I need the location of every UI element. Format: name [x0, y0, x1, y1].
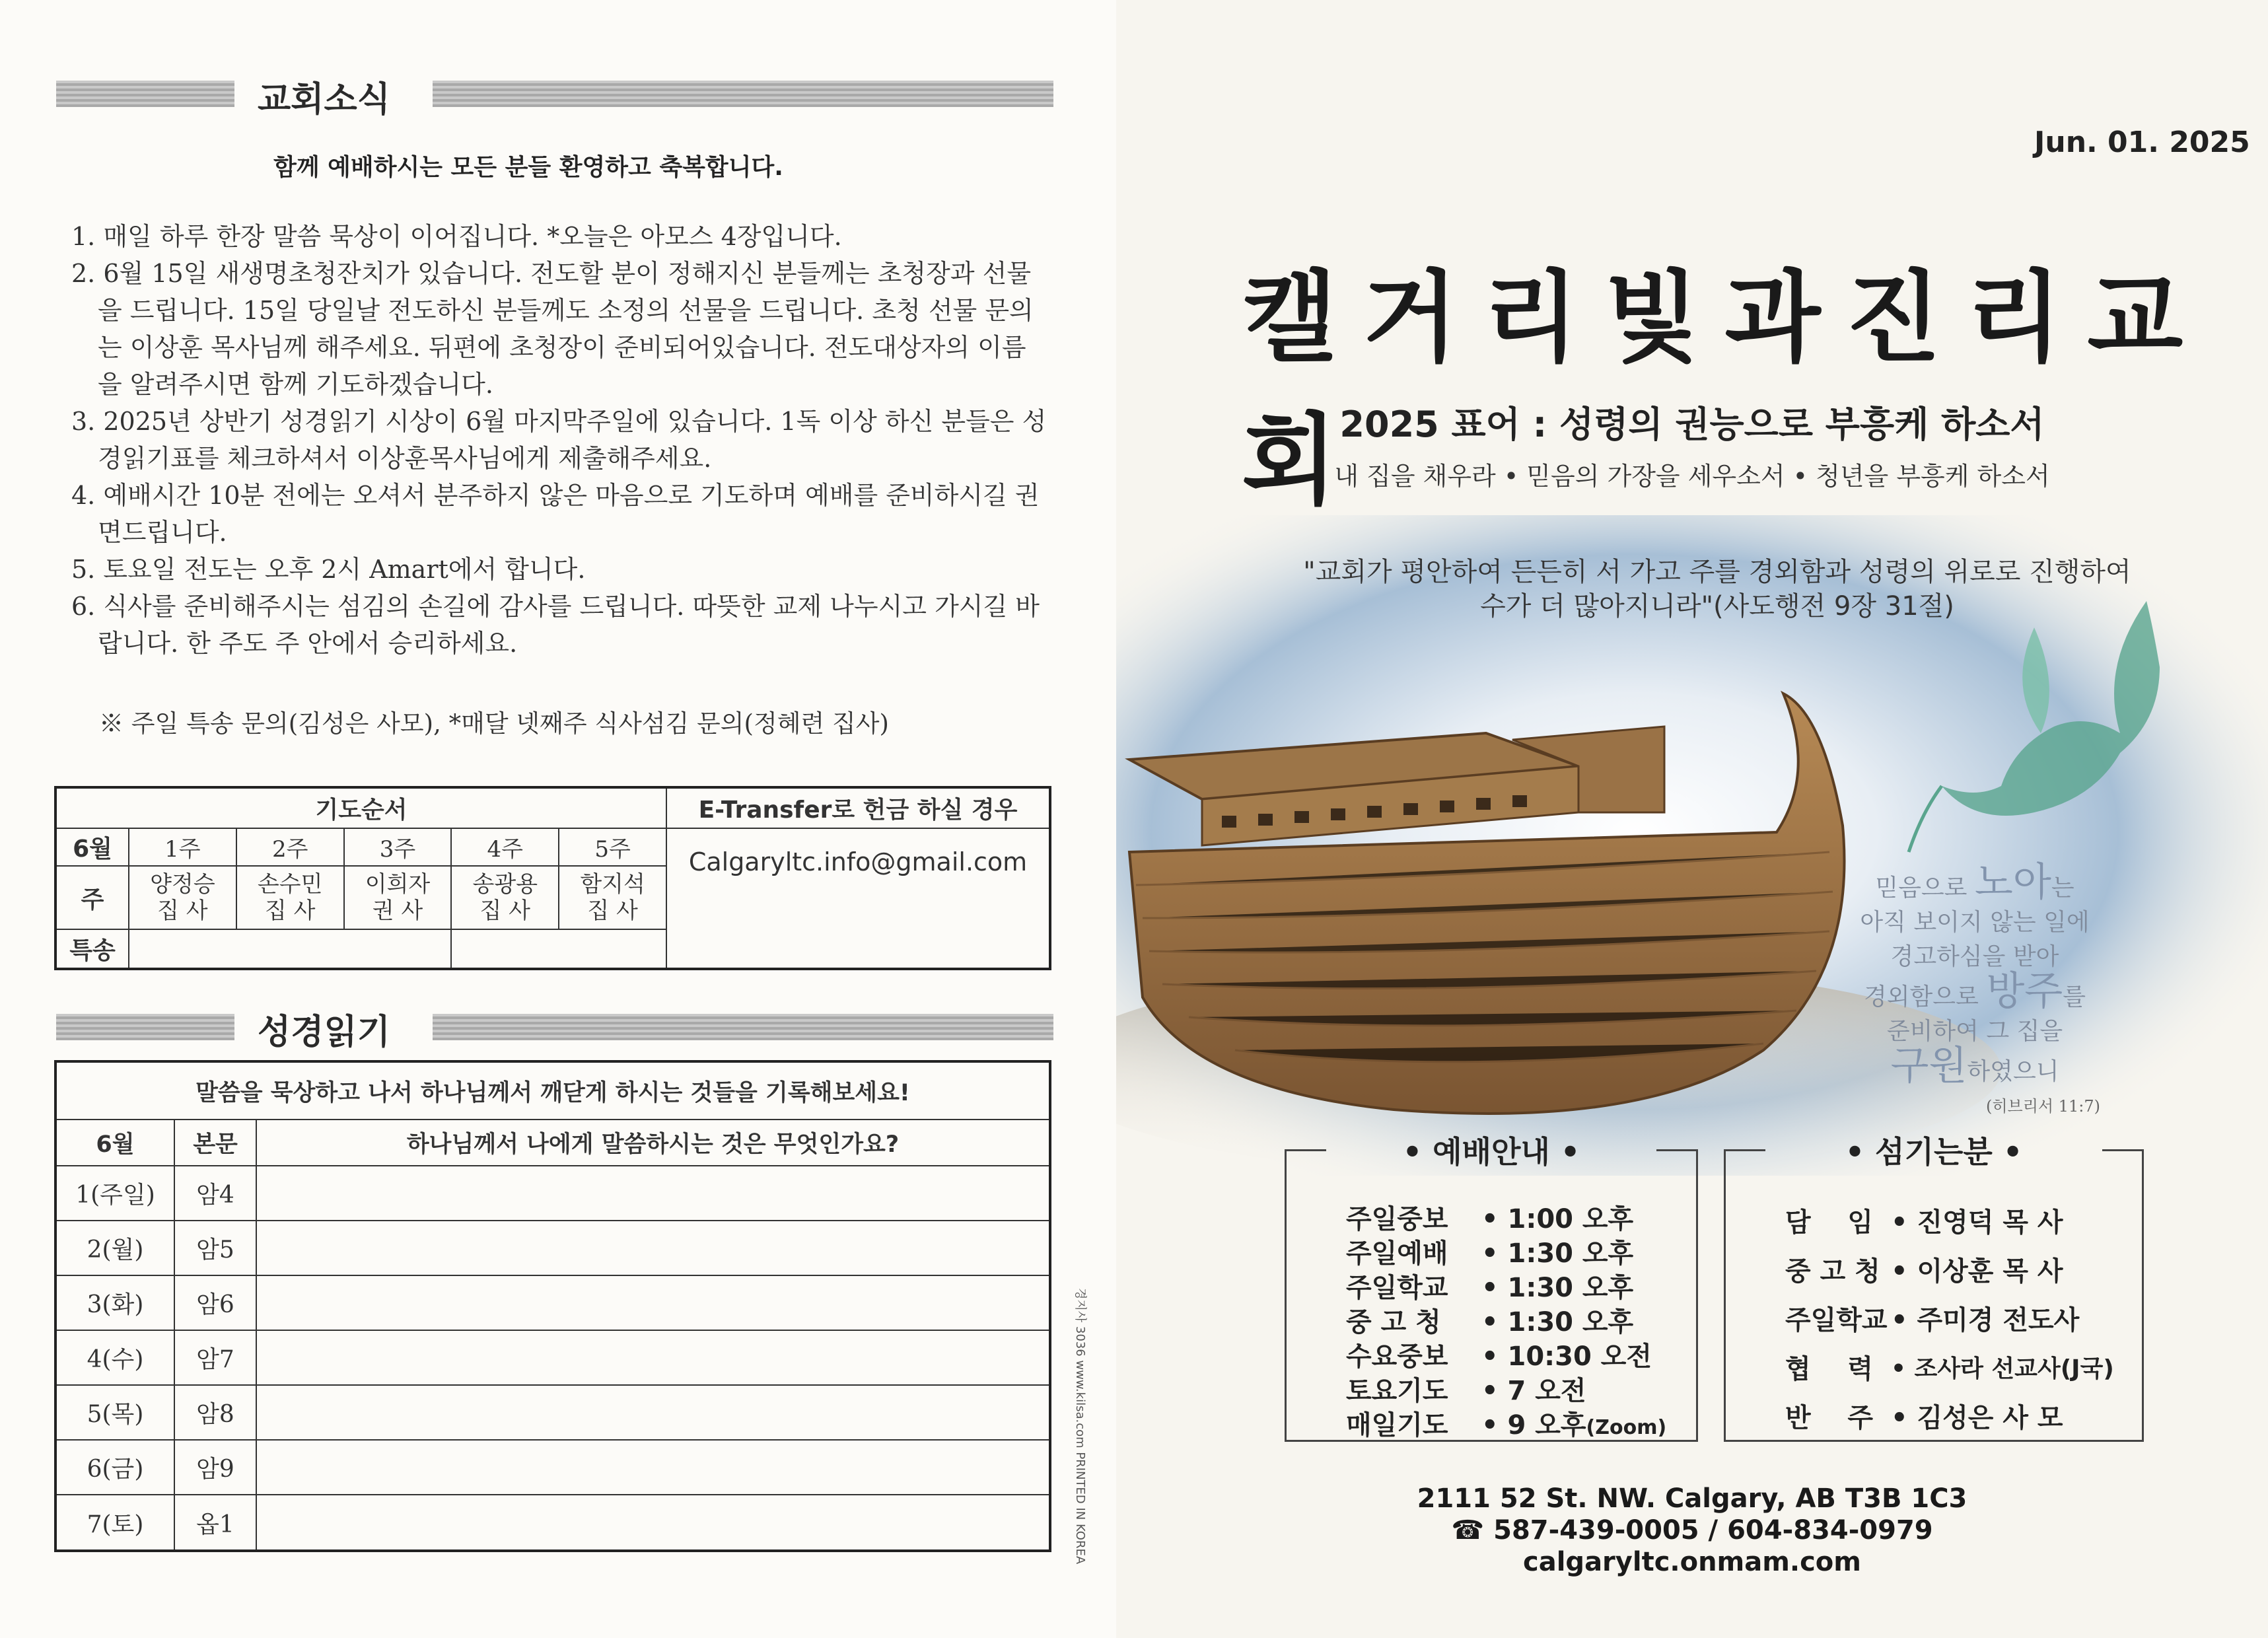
- address-website: calgaryltc.onmam.com: [1523, 1547, 1861, 1577]
- bulletin-date: Jun. 01. 2025: [2034, 125, 2250, 159]
- reading-instruction: 말씀을 묵상하고 나서 하나님께서 깨닫게 하시는 것들을 기록해보세요!: [55, 1061, 1050, 1120]
- reading-table: [54, 1060, 1051, 1552]
- list-item: 주일학교 • 주미경 전도사: [1785, 1304, 2080, 1335]
- reading-day: 7(토): [55, 1495, 174, 1551]
- list-item: 담 임 • 진영덕 목 사: [1785, 1207, 2063, 1238]
- reading-passage: 암6: [174, 1275, 256, 1330]
- news-note: ※ 주일 특송 문의(김성은 사모), *매달 넷째주 식사섬김 문의(정혜련 집사): [99, 709, 889, 738]
- reading-note-cell[interactable]: [256, 1330, 1050, 1385]
- table-row: [55, 1166, 1050, 1221]
- reading-col-month: 6월: [55, 1120, 174, 1166]
- week-header: 4주: [451, 828, 559, 866]
- list-item: 매일기도 • 9 오후(Zoom): [1346, 1410, 1667, 1441]
- news-item: 5. 토요일 전도는 오후 2시 Amart에서 합니다.: [71, 555, 586, 584]
- church-name: 캘거리빛과진리교회: [1242, 260, 2209, 518]
- title-band: [433, 1014, 1053, 1040]
- address-street: 2111 52 St. NW. Calgary, AB T3B 1C3: [1417, 1483, 1967, 1514]
- list-item: 협 력 • 조사라 선교사(J국): [1785, 1353, 2114, 1384]
- reading-note-cell[interactable]: [256, 1166, 1050, 1221]
- service-box: [1285, 1134, 1698, 1442]
- print-mark: 경지사 3036 www.kilsa.com PRINTED IN KOREA: [1073, 1288, 1087, 1565]
- week-header: 3주: [344, 828, 452, 866]
- title-band: [56, 1014, 234, 1040]
- reading-note-cell[interactable]: [256, 1495, 1050, 1551]
- title-band: [56, 81, 234, 107]
- list-item: 수요중보 • 10:30 오전: [1346, 1341, 1652, 1372]
- reading-col-note: 하나님께서 나에게 말씀하시는 것은 무엇인가요?: [256, 1120, 1050, 1166]
- reading-note-cell[interactable]: [256, 1221, 1050, 1275]
- ark-illustration: [1116, 654, 1942, 1169]
- sub-motto: 내 집을 채우라 • 믿음의 가장을 세우소서 • 청년을 부흥케 하소서: [1334, 462, 2050, 491]
- news-list: [71, 218, 1049, 662]
- news-item: 1. 매일 하루 한장 말씀 묵상이 이어집니다. *오늘은 아모스 4장입니다.: [71, 222, 842, 251]
- staff-box: [1724, 1134, 2144, 1442]
- week-header: 1주: [129, 828, 236, 866]
- table-row: [55, 1221, 1050, 1275]
- service-list: [1346, 1202, 1680, 1445]
- verse-line: 수가 더 많아지니라"(사도행전 9장 31절): [1480, 591, 1954, 622]
- etransfer-title: E-Transfer로 헌금 하실 경우: [666, 787, 1050, 828]
- reading-day: 1(주일): [55, 1166, 174, 1221]
- week-header: 2주: [236, 828, 344, 866]
- welcome-message: 함께 예배하시는 모든 분들 환영하고 축복합니다.: [273, 154, 783, 181]
- reading-title: 성경읽기: [258, 1013, 390, 1052]
- table-row: [55, 1385, 1050, 1440]
- scripture-verse: [1255, 555, 2179, 623]
- hebrews-quote: 믿음으로 노아는 아직 보이지 않는 일에 경고하심을 받아 경외함으로 방주를 준비하여 그 집을 구원하였으니 (히브리서 11:7): [1860, 859, 2100, 1116]
- reading-passage: 암4: [174, 1166, 256, 1221]
- list-item: 주일학교 • 1:30 오후: [1346, 1273, 1634, 1303]
- table-row: [55, 1440, 1050, 1495]
- yearly-motto: 2025 표어 : 성령의 권능으로 부흥케 하소서: [1339, 404, 2045, 445]
- reading-col-text: 본문: [174, 1120, 256, 1166]
- dove-icon: [1902, 588, 2160, 872]
- list-item: 토요기도 • 7 오전: [1346, 1376, 1586, 1406]
- title-band: [433, 81, 1053, 107]
- prayer-leader: 송광용 집 사: [451, 866, 559, 929]
- reading-day: 2(월): [55, 1221, 174, 1275]
- table-row: [55, 1495, 1050, 1551]
- staff-title: • 섬기는분 •: [1845, 1134, 2023, 1170]
- reading-note-cell[interactable]: [256, 1385, 1050, 1440]
- prayer-leader: 손수민 집 사: [236, 866, 344, 929]
- table-row: [55, 1330, 1050, 1385]
- special-song-cell: [451, 929, 666, 969]
- prayer-leader: 이희자 권 사: [344, 866, 452, 929]
- news-item: 4. 예배시간 10분 전에는 오셔서 분주하지 않은 마음으로 기도하며 예배를 준비하시길 권면드립니다.: [71, 481, 1040, 547]
- reading-passage: 암7: [174, 1330, 256, 1385]
- service-title: • 예배안내 •: [1402, 1134, 1580, 1170]
- reading-passage: 암9: [174, 1440, 256, 1495]
- prayer-leader: 함지석 집 사: [559, 866, 666, 929]
- cover-page: [1116, 0, 2268, 1638]
- reading-passage: 암5: [174, 1221, 256, 1275]
- reading-passage: 암8: [174, 1385, 256, 1440]
- news-item: 2. 6월 15일 새생명초청잔치가 있습니다. 전도할 분이 정해지신 분들께는 초청장과 선물을 드립니다. 15일 당일날 전도하신 분들께도 소정의 선물을 드립니다. 초청 선물 문의는 이상훈 목사님께 해주세요. 뒤편에 초청장이 준비되어있습니다. 전도대상자의 이름을 알려주시면 함께 기도하겠습니다.: [71, 259, 1034, 399]
- news-title: 교회소식: [258, 80, 390, 120]
- reading-note-cell[interactable]: [256, 1275, 1050, 1330]
- list-item: 중 고 청 • 이상훈 목 사: [1785, 1256, 2063, 1287]
- news-item: 3. 2025년 상반기 성경읽기 시상이 6월 마지막주일에 있습니다. 1독 이상 하신 분들은 성경읽기표를 체크하셔서 이상훈목사님에게 제출해주세요.: [71, 407, 1047, 473]
- table-row: [55, 1275, 1050, 1330]
- prayer-row-label: 주: [55, 866, 129, 929]
- special-song-label: 특송: [55, 929, 129, 969]
- list-item: 주일예배 • 1:30 오후: [1346, 1238, 1634, 1269]
- prayer-title: 기도순서: [55, 787, 666, 828]
- news-item: 6. 식사를 준비해주시는 섬김의 손길에 감사를 드립니다. 따뜻한 교제 나누시고 가시길 바랍니다. 한 주도 주 안에서 승리하세요.: [71, 592, 1040, 658]
- list-item: 반 주 • 김성은 사 모: [1785, 1402, 2063, 1433]
- verse-line: "교회가 평안하여 든든히 서 가고 주를 경외함과 성령의 위로로 진행하여: [1303, 557, 2131, 587]
- list-item: 중 고 청 • 1:30 오후: [1346, 1307, 1634, 1337]
- reading-day: 3(화): [55, 1275, 174, 1330]
- week-header: 5주: [559, 828, 666, 866]
- prayer-month: 6월: [55, 828, 129, 866]
- reading-passage: 옵1: [174, 1495, 256, 1551]
- reading-note-cell[interactable]: [256, 1440, 1050, 1495]
- prayer-leader: 양정승 집 사: [129, 866, 236, 929]
- etransfer-email: Calgaryltc.info@gmail.com: [666, 828, 1050, 969]
- address-phone: ☎ 587-439-0005 / 604-834-0979: [1451, 1515, 1933, 1546]
- prayer-table: [54, 786, 1051, 970]
- church-address: [1116, 1483, 2268, 1578]
- special-song-cell: [129, 929, 451, 969]
- reading-day: 6(금): [55, 1440, 174, 1495]
- list-item: 주일중보 • 1:00 오후: [1346, 1204, 1634, 1234]
- left-page: [0, 0, 1116, 1638]
- reading-day: 4(수): [55, 1330, 174, 1385]
- staff-list: [1785, 1195, 2114, 1440]
- reading-day: 5(목): [55, 1385, 174, 1440]
